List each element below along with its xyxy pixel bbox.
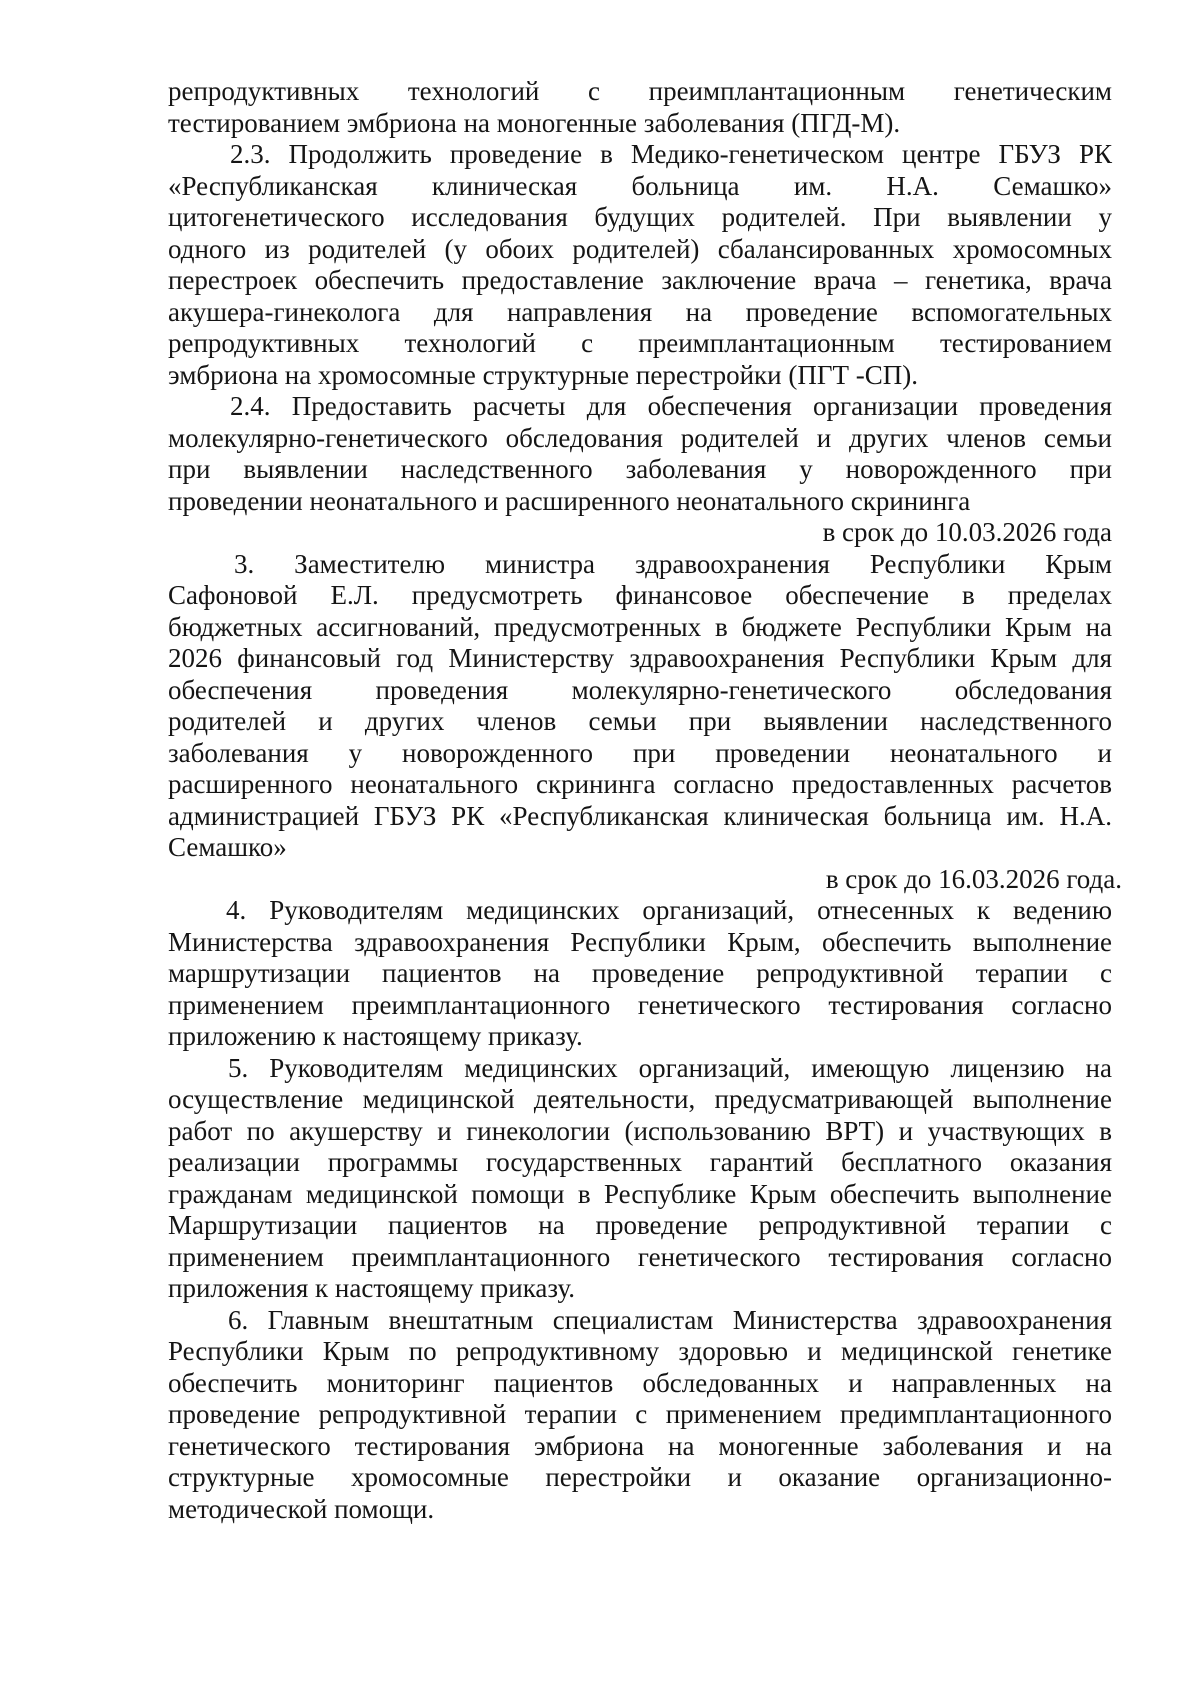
paragraph-line: 3. Заместителю министра здравоохранения Республики Крым [234, 548, 1112, 579]
paragraph [168, 139, 1112, 391]
paragraph-line: реализации программы государственных гарантий бесплатного оказания [168, 1147, 1112, 1177]
paragraph-line: одного из родителей (у обоих родителей) сбалансированных хромосомных [168, 233, 1112, 264]
paragraph-line: расширенного неонатального скрининга согласно предоставленных расчетов [168, 769, 1112, 799]
paragraph-line: Маршрутизации пациентов на проведение репродуктивной терапии с [168, 1210, 1112, 1240]
paragraph-line: акушера-гинеколога для направления на проведение вспомогательных [168, 296, 1112, 327]
paragraph-line: проведение репродуктивной терапии с применением предимплантационного [168, 1399, 1112, 1429]
paragraph-line: приложения к настоящему приказу. [168, 1273, 576, 1303]
paragraph-line: Республики Крым по репродуктивному здоровью и медицинской генетике [168, 1336, 1112, 1366]
paragraph-line: методической помощи. [168, 1493, 435, 1524]
paragraph-line: администрацией ГБУЗ РК «Республиканская клиническая больница им. Н.А. [168, 800, 1112, 831]
paragraph [168, 895, 1112, 1053]
paragraph-line: приложению к настоящему приказу. [168, 1021, 583, 1051]
paragraph-line: генетического тестирования эмбриона на моногенные заболевания и на [168, 1430, 1112, 1461]
paragraph-line: гражданам медицинской помощи в Республике Крым обеспечить выполнение [168, 1178, 1112, 1209]
paragraph [168, 76, 1112, 139]
paragraph-line: проведении неонатального и расширенного неонатального скрининга [168, 485, 971, 516]
paragraph-line: родителей и других членов семьи при выявлении наследственного [168, 706, 1112, 736]
paragraph-line: молекулярно-генетического обследования родителей и других членов семьи [168, 422, 1112, 453]
paragraph [168, 1305, 1112, 1526]
paragraph-line: применением преимплантационного генетического тестирования согласно [168, 1241, 1112, 1272]
paragraph-line: 5. Руководителям медицинских организаций, имеющую лицензию на [228, 1052, 1112, 1083]
paragraph-line: обеспечения проведения молекулярно-генетического обследования [168, 674, 1112, 705]
paragraph-line: заболевания у новорожденного при проведении неонатального и [168, 737, 1112, 768]
paragraph-line: 2.3. Продолжить проведение в Медико-генетическом центре ГБУЗ РК [230, 139, 1112, 169]
document-body [168, 76, 1122, 1525]
paragraph-line: перестроек обеспечить предоставление заключение врача – генетика, врача [168, 265, 1112, 295]
paragraph-line: репродуктивных технологий с преимплантационным тестированием [168, 328, 1112, 358]
paragraph-line: Семашко» [168, 832, 287, 862]
deadline-text: в срок до 16.03.2026 года. [825, 863, 1122, 894]
paragraph-line: 2.4. Предоставить расчеты для обеспечения организации проведения [230, 391, 1112, 421]
paragraph-line: применением преимплантационного генетического тестирования согласно [168, 989, 1112, 1020]
paragraph-line: Сафоновой Е.Л. предусмотреть финансовое обеспечение в пределах [168, 580, 1112, 610]
deadline-text: в срок до 10.03.2026 года [822, 517, 1112, 547]
paragraph-line: работ по акушерству и гинекологии (использованию ВРТ) и участвующих в [168, 1115, 1112, 1146]
paragraph [168, 1053, 1112, 1305]
paragraph-line: 2026 финансовый год Министерству здравоохранения Республики Крым для [168, 643, 1112, 673]
paragraph-line: обеспечить мониторинг пациентов обследованных и направленных на [168, 1367, 1112, 1398]
paragraph-line: осуществление медицинской деятельности, предусматривающей выполнение [168, 1084, 1112, 1114]
paragraph-line: эмбриона на хромосомные структурные перестройки (ПГТ -СП). [168, 359, 918, 390]
paragraph-line: при выявлении наследственного заболевания у новорожденного при [168, 454, 1112, 484]
paragraph [168, 548, 1122, 896]
paragraph-line: Министерства здравоохранения Республики Крым, обеспечить выполнение [168, 926, 1112, 957]
paragraph-line: бюджетных ассигнований, предусмотренных в бюджете Республики Крым на [168, 611, 1112, 642]
paragraph-line: 4. Руководителям медицинских организаций, отнесенных к ведению [226, 895, 1112, 925]
paragraph-line: структурные хромосомные перестройки и оказание организационно- [168, 1462, 1112, 1492]
paragraph-line: «Республиканская клиническая больница им. Н.А. Семашко» [168, 170, 1112, 201]
paragraph-line: репродуктивных технологий с преимплантационным генетическим [168, 76, 1112, 106]
paragraph-line: тестированием эмбриона на моногенные заболевания (ПГД-М). [168, 107, 901, 138]
paragraph [168, 391, 1112, 549]
paragraph-line: 6. Главным внештатным специалистам Министерства здравоохранения [228, 1304, 1112, 1335]
paragraph-line: маршрутизации пациентов на проведение репродуктивной терапии с [168, 958, 1112, 988]
paragraph-line: цитогенетического исследования будущих родителей. При выявлении у [168, 202, 1112, 232]
